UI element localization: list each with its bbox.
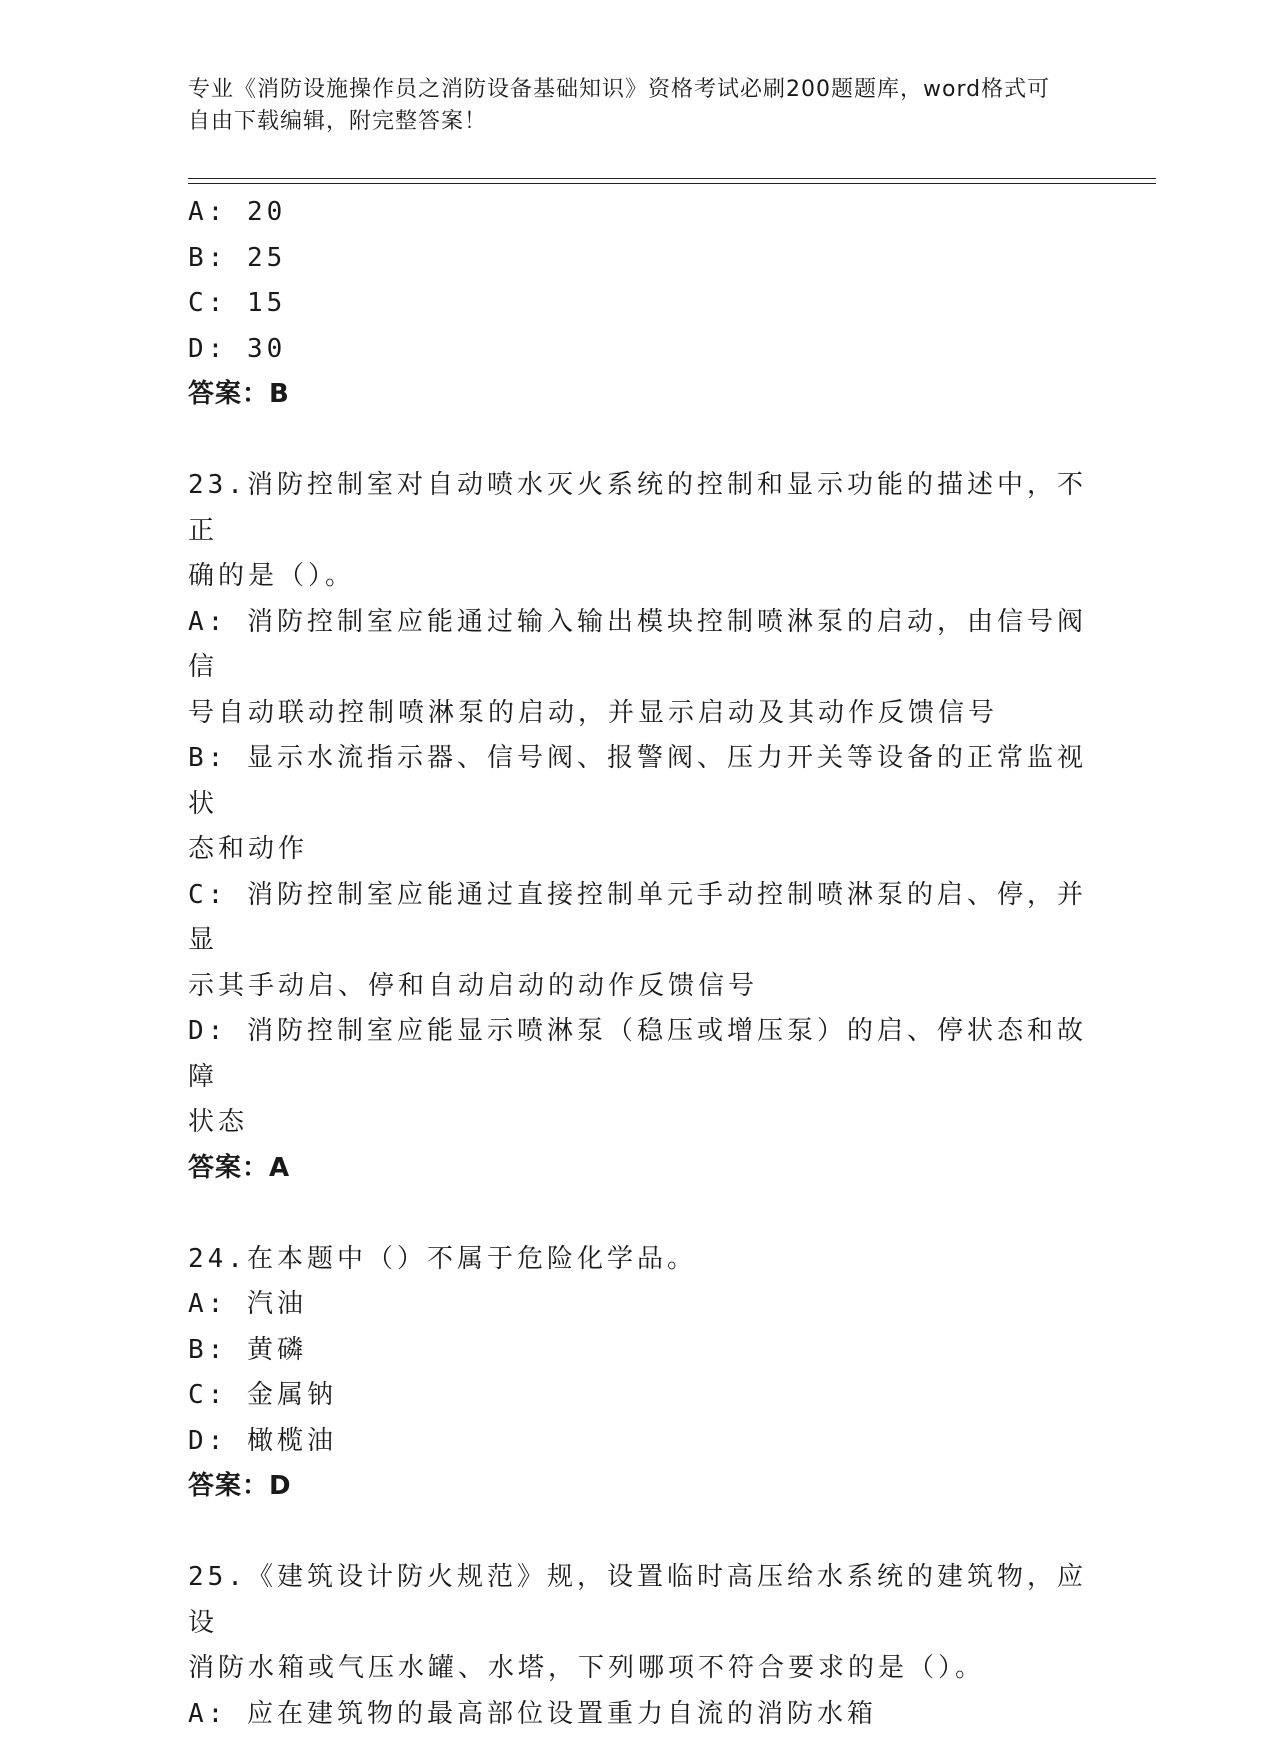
answer-line: 答案：B [188,372,1088,418]
spacer [188,1191,1088,1237]
spacer [188,1510,1088,1556]
question-line: 确的是（）。 [188,554,1088,600]
question-line: 消防水箱或气压水罐、水塔，下列哪项不符合要求的是（）。 [188,1646,1088,1692]
option-line: C: 15 [188,281,1088,327]
answer-line: 答案：D [188,1464,1088,1510]
option-line: 态和动作 [188,827,1088,873]
option-line: C: 金属钠 [188,1373,1088,1419]
question-25 [188,1555,1088,1737]
option-line: A: 消防控制室应能通过输入输出模块控制喷淋泵的启动，由信号阀信 [188,600,1088,691]
option-line: A: 汽油 [188,1282,1088,1328]
option-line: B: 显示水流指示器、信号阀、报警阀、压力开关等设备的正常监视状 [188,736,1088,827]
header-rule-bottom [188,183,1156,184]
option-line: C: 消防控制室应能通过直接控制单元手动控制喷淋泵的启、停，并显 [188,873,1088,964]
option-line: 状态 [188,1100,1088,1146]
question-line: 24.在本题中（）不属于危险化学品。 [188,1237,1088,1283]
question-24 [188,1237,1088,1510]
option-line: 示其手动启、停和自动启动的动作反馈信号 [188,964,1088,1010]
question-22-tail [188,190,1088,418]
option-line: 号自动联动控制喷淋泵的启动，并显示启动及其动作反馈信号 [188,691,1088,737]
option-line: D: 30 [188,327,1088,373]
option-line: D: 橄榄油 [188,1419,1088,1465]
question-line: 23.消防控制室对自动喷水灭火系统的控制和显示功能的描述中，不正 [188,463,1088,554]
header-rule-top [188,178,1156,179]
answer-line: 答案：A [188,1146,1088,1192]
option-line: B: 25 [188,236,1088,282]
spacer [188,418,1088,464]
option-line: A: 应在建筑物的最高部位设置重力自流的消防水箱 [188,1692,1088,1737]
question-23 [188,463,1088,1191]
question-content [188,190,1088,1737]
option-line: A: 20 [188,190,1088,236]
question-line: 25.《建筑设计防火规范》规，设置临时高压给水系统的建筑物，应设 [188,1555,1088,1646]
option-line: D: 消防控制室应能显示喷淋泵（稳压或增压泵）的启、停状态和故障 [188,1009,1088,1100]
option-line: B: 黄磷 [188,1328,1088,1374]
document-header: 专业《消防设施操作员之消防设备基础知识》资格考试必刷200题题库，word格式可自由下载编辑，附完整答案！ [188,74,1068,138]
